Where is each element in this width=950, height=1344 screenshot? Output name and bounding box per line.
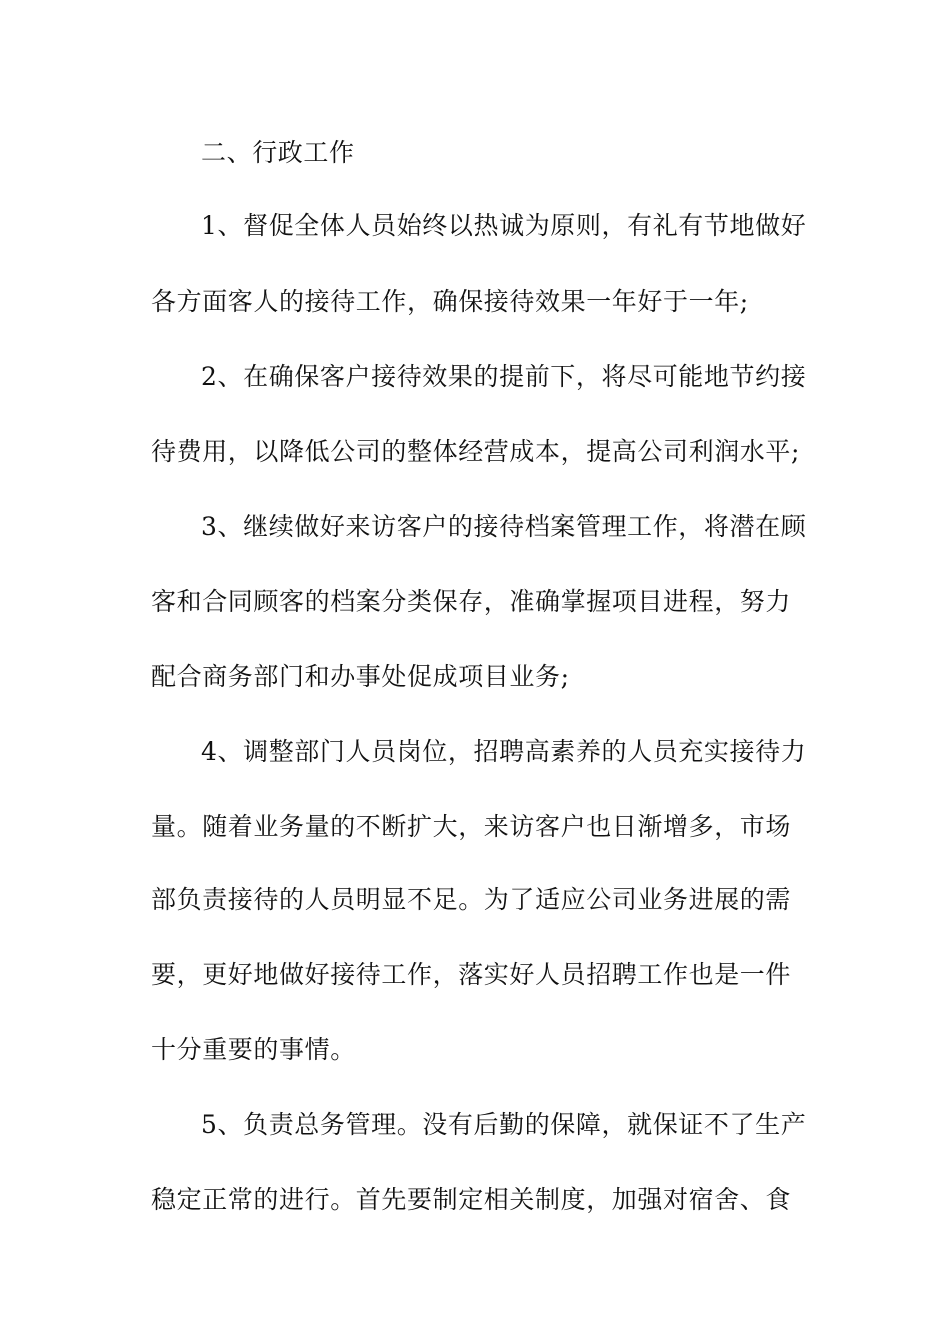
paragraph-2-line-2: 待费用，以降低公司的整体经营成本，提高公司利润水平; <box>151 437 801 466</box>
paragraph-3-line-1: 3、继续做好来访客户的接待档案管理工作，将潜在顾 <box>201 512 807 541</box>
paragraph-4-line-1: 4、调整部门人员岗位，招聘高素养的人员充实接待力 <box>201 737 807 766</box>
paragraph-3-line-3: 配合商务部门和办事处促成项目业务; <box>151 662 570 691</box>
paragraph-1-line-1: 1、督促全体人员始终以热诚为原则，有礼有节地做好 <box>201 211 807 240</box>
paragraph-5-line-1: 5、负责总务管理。没有后勤的保障，就保证不了生产 <box>201 1110 807 1139</box>
paragraph-4-line-5: 十分重要的事情。 <box>151 1035 356 1064</box>
paragraph-2-line-1: 2、在确保客户接待效果的提前下，将尽可能地节约接 <box>201 362 807 391</box>
paragraph-4-line-2: 量。随着业务量的不断扩大，来访客户也日渐增多，市场 <box>151 812 792 841</box>
paragraph-4-line-4: 要，更好地做好接待工作，落实好人员招聘工作也是一件 <box>151 960 792 989</box>
paragraph-1-line-2: 各方面客人的接待工作，确保接待效果一年好于一年; <box>151 287 749 316</box>
paragraph-5-line-2: 稳定正常的进行。首先要制定相关制度，加强对宿舍、食 <box>151 1185 792 1214</box>
paragraph-4-line-3: 部负责接待的人员明显不足。为了适应公司业务进展的需 <box>151 885 792 914</box>
section-heading: 二、行政工作 <box>201 138 355 167</box>
paragraph-3-line-2: 客和合同顾客的档案分类保存，准确掌握项目进程，努力 <box>151 587 792 616</box>
